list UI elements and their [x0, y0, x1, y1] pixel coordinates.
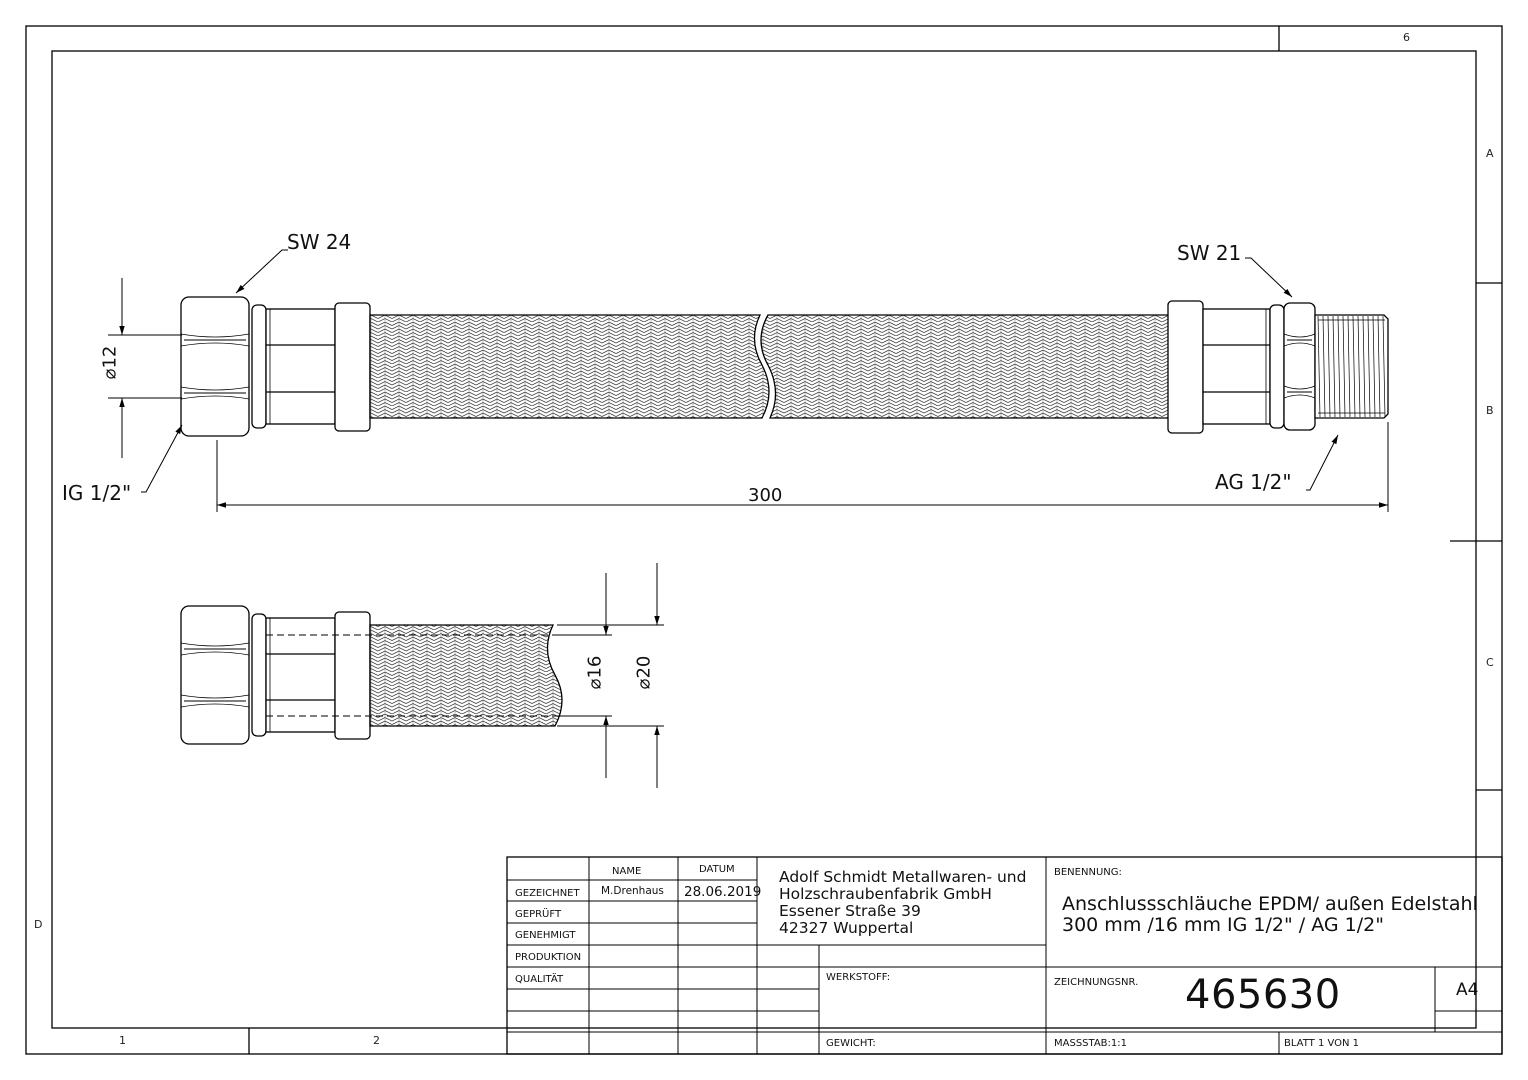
row-name-gezeichnet: M.Drenhaus — [601, 885, 664, 897]
company-line-4: 42327 Wuppertal — [779, 919, 914, 937]
hose-detail-view — [181, 606, 562, 744]
row-label-qualitaet: QUALITÄT — [515, 974, 564, 985]
zone-top-6: 6 — [1403, 31, 1410, 44]
male-thread — [1315, 315, 1388, 418]
gewicht-label: GEWICHT: — [826, 1038, 876, 1049]
blatt-label: BLATT 1 VON 1 — [1284, 1038, 1360, 1049]
zone-bottom-1: 1 — [119, 1034, 126, 1047]
label-sw24: SW 24 — [287, 230, 352, 254]
zone-left-d: D — [34, 918, 43, 931]
col-date-header: DATUM — [699, 864, 735, 875]
row-label-produktion: PRODUKTION — [515, 952, 582, 963]
nut-sw21 — [1284, 303, 1315, 430]
zone-right-c: C — [1486, 656, 1494, 669]
dimension-300: 300 — [748, 485, 783, 506]
label-ig: IG 1/2" — [62, 481, 132, 505]
braid-detail — [370, 625, 562, 726]
title-line-2: 300 mm /16 mm IG 1/2" / AG 1/2" — [1062, 914, 1384, 936]
massstab-label: MASSSTAB:1:1 — [1054, 1038, 1128, 1049]
werkstoff-label: WERKSTOFF: — [826, 972, 891, 983]
zone-right-b: B — [1486, 404, 1494, 417]
zeichnungsnr-label: ZEICHNUNGSNR. — [1054, 977, 1139, 988]
hose-main-view — [181, 297, 1388, 436]
sheet-format: A4 — [1456, 980, 1479, 1000]
company-line-3: Essener Straße 39 — [779, 902, 921, 920]
title-line-1: Anschlussschläuche EPDM/ außen Edelstahl — [1062, 893, 1478, 915]
benennung-label: BENENNUNG: — [1054, 867, 1122, 878]
row-date-gezeichnet: 28.06.2019 — [684, 884, 762, 900]
dimension-d12: ⌀12 — [99, 345, 121, 380]
row-label-geprueft: GEPRÜFT — [515, 909, 562, 920]
dimension-d16: ⌀16 — [584, 655, 606, 690]
drawing-number: 465630 — [1185, 972, 1341, 1018]
zone-bottom-2: 2 — [373, 1034, 380, 1047]
row-label-genehmigt: GENEHMIGT — [515, 930, 576, 941]
braid-left — [370, 315, 769, 418]
dimension-d20: ⌀20 — [633, 655, 655, 690]
nut-sw24 — [181, 297, 249, 436]
label-sw21: SW 21 — [1177, 241, 1242, 265]
col-name-header: NAME — [612, 866, 642, 877]
company-line-2: Holzschraubenfabrik GmbH — [779, 885, 992, 903]
braid-right — [761, 315, 1170, 418]
label-ag: AG 1/2" — [1215, 470, 1292, 494]
company-line-1: Adolf Schmidt Metallwaren- und — [779, 868, 1027, 886]
zone-right-a: A — [1486, 147, 1494, 160]
row-label-gezeichnet: GEZEICHNET — [515, 888, 580, 899]
